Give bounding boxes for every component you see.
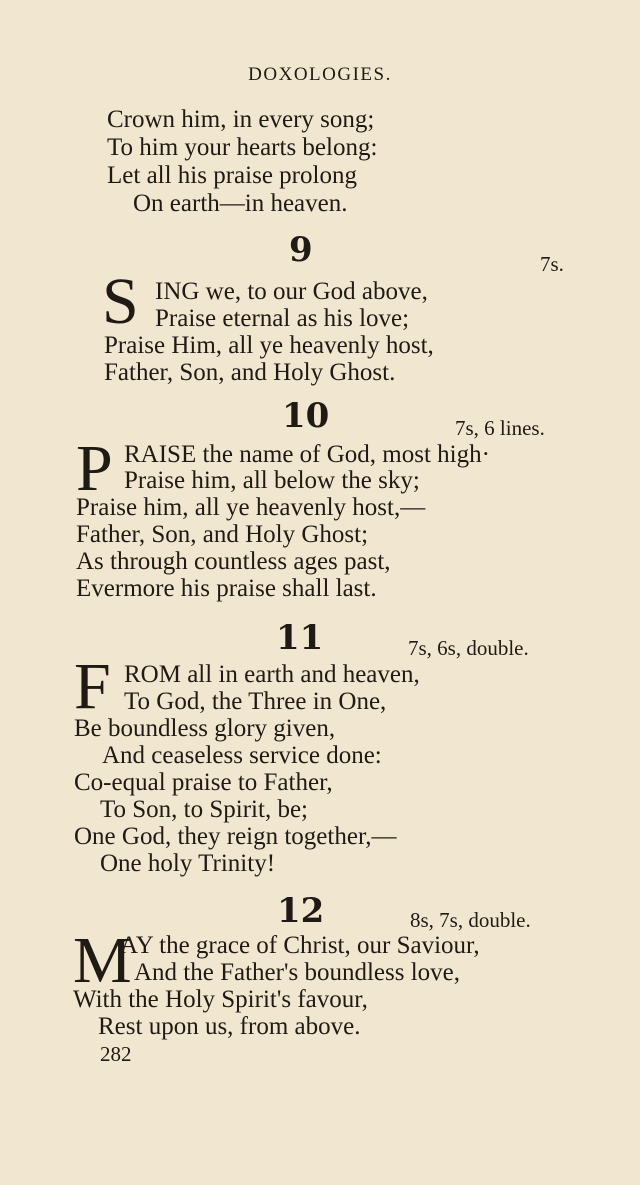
drop-cap: P [76, 432, 113, 505]
hymn-line: One God, they reign together,— [74, 823, 397, 850]
hymn-line: With the Holy Spirit's favour, [73, 986, 368, 1013]
hymn-line: Praise Him, all ye heavenly host, [104, 332, 434, 359]
hymn-meter: 7s, 6 lines. [455, 416, 545, 440]
drop-cap: S [102, 265, 139, 338]
hymn-line: Co-equal praise to Father, [74, 769, 333, 796]
hymn-line: Be boundless glory given, [74, 715, 336, 742]
hymn-line: And ceaseless service done: [102, 742, 382, 769]
hymn-line: Praise him, all ye heavenly host,— [76, 494, 426, 521]
hymn-line: To God, the Three in One, [124, 688, 387, 715]
hymn-line: Father, Son, and Holy Ghost. [104, 359, 396, 386]
hymn-line: Praise him, all below the sky; [124, 467, 420, 494]
hymn-meter: 8s, 7s, double. [410, 908, 531, 932]
hymn-line: And the Father's boundless love, [134, 959, 460, 986]
hymn-line: AY the grace of Christ, our Saviour, [120, 932, 480, 959]
hymn-line: Rest upon us, from above. [98, 1013, 361, 1040]
drop-cap: F [74, 650, 111, 723]
hymn-line: One holy Trinity! [100, 850, 276, 877]
hymn-line: Evermore his praise shall last. [76, 575, 377, 602]
page-number: 282 [100, 1042, 132, 1066]
hymn-line: Father, Son, and Holy Ghost; [76, 521, 369, 548]
hymn-number: 12 [277, 891, 325, 931]
drop-cap: M [73, 924, 132, 997]
hymn-number: 9 [289, 230, 313, 270]
hymn-meter: 7s. [540, 252, 564, 276]
hymn-line: RAISE the name of God, most high· [124, 441, 490, 468]
hymn-meter: 7s, 6s, double. [408, 636, 529, 660]
verse-line: On earth—in heaven. [133, 190, 348, 217]
hymn-line: Praise eternal as his love; [155, 305, 410, 332]
hymn-number: 11 [276, 618, 324, 658]
running-header: DOXOLOGIES. [248, 64, 392, 85]
hymn-line: To Son, to Spirit, be; [100, 796, 308, 823]
verse-line: Let all his praise prolong [107, 162, 357, 189]
hymn-line: ROM all in earth and heaven, [124, 661, 420, 688]
verse-line: Crown him, in every song; [107, 106, 375, 133]
hymn-line: As through countless ages past, [76, 548, 391, 575]
hymn-line: ING we, to our God above, [155, 278, 428, 305]
hymn-number: 10 [282, 396, 330, 436]
verse-line: To him your hearts belong: [107, 134, 378, 161]
